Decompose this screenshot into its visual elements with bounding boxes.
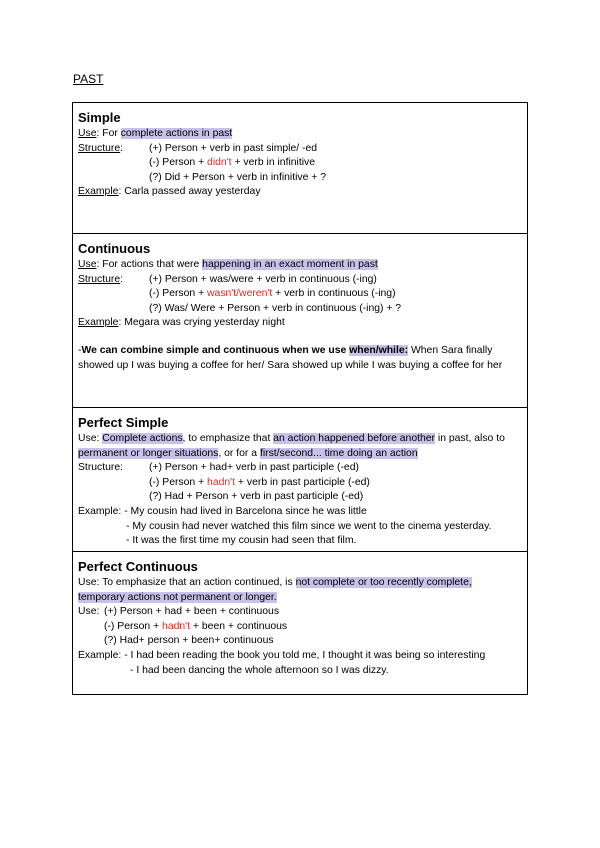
perfect-continuous-example-1 — [78, 649, 522, 664]
simple-example — [78, 185, 522, 200]
highlight: complete actions in past — [120, 128, 233, 139]
structure-question: (?) Had+ person + been+ continuous — [104, 635, 274, 647]
text: , or for a — [218, 447, 260, 459]
highlight: not complete or too recently complete, — [295, 577, 472, 588]
continuous-use — [78, 258, 522, 273]
simple-heading: Simple — [78, 110, 121, 125]
perfect-simple-heading: Perfect Simple — [78, 415, 169, 430]
red-text: hadn't — [207, 476, 236, 488]
perfect-simple-structure-3 — [78, 490, 522, 505]
example-text: - It was the first time my cousin had seen that film. — [126, 535, 357, 547]
text: (-) Person + — [149, 157, 208, 169]
red-text: didn't — [207, 157, 232, 169]
section-simple — [73, 103, 527, 234]
example-text: : Megara was crying yesterday night — [118, 317, 285, 329]
text: Use: — [78, 433, 103, 444]
perfect-continuous-structure-2 — [78, 620, 522, 635]
text: Use: To emphasize that an action continued, is — [78, 577, 296, 588]
use-text: : For actions that were — [96, 259, 203, 270]
perfect-simple-structure-1 — [78, 461, 522, 476]
example-label: Example — [78, 186, 119, 198]
text: (-) Person + — [149, 288, 208, 300]
section-perfect-continuous — [73, 552, 527, 694]
perfect-simple-use — [78, 432, 522, 461]
dash: - — [78, 344, 82, 356]
simple-structure-3 — [78, 171, 522, 186]
perfect-continuous-heading: Perfect Continuous — [78, 559, 198, 574]
structure-negative — [149, 287, 396, 302]
perfect-simple-example-1 — [78, 505, 522, 520]
text: (-) Person + — [104, 620, 163, 632]
example-text: : Carla passed away yesterday — [118, 186, 261, 198]
example-label: Example: — [78, 505, 125, 517]
colon: : — [120, 142, 124, 154]
perfect-continuous-use-2 — [78, 591, 522, 606]
text: (-) Person + — [149, 476, 208, 488]
structure-negative — [149, 156, 315, 171]
structure-positive: (+) Person + had+ verb in past participle (-ed) — [149, 462, 359, 474]
bold-text: We can combine simple and continuous when we use — [81, 344, 350, 356]
structure-question: (?) Did + Person + verb in infinitive + ? — [149, 171, 327, 183]
use-label: Use — [78, 259, 97, 270]
structure-label: Structure: — [78, 462, 124, 474]
highlight: first/second... time doing an action — [259, 447, 418, 459]
structure-label: Structure — [78, 142, 121, 154]
highlight: happening in an exact moment in past — [202, 259, 378, 270]
example-text: - I had been reading the book you told me, I thought it was being so interesting — [124, 649, 486, 661]
structure-label: Structure — [78, 273, 121, 285]
example-text: - I had been dancing the whole afternoon so I was dizzy. — [130, 664, 389, 676]
page-title: PAST — [73, 72, 104, 86]
example-label: Example: — [78, 649, 125, 661]
example-label: Example — [78, 317, 119, 329]
perfect-continuous-use-1 — [78, 576, 522, 591]
use-label: Use: — [78, 606, 100, 618]
structure-negative — [149, 476, 370, 491]
simple-structure-1 — [78, 142, 522, 157]
text: + verb in continuous (-ing) — [272, 288, 396, 300]
perfect-simple-example-2 — [78, 520, 522, 535]
continuous-heading: Continuous — [78, 241, 151, 256]
highlight: when/while: — [349, 344, 409, 356]
text: + been + continuous — [190, 620, 288, 632]
perfect-simple-structure-2 — [78, 476, 522, 491]
red-text: hadn't — [162, 620, 191, 632]
section-continuous — [73, 234, 527, 408]
structure-negative — [104, 620, 287, 635]
continuous-structure-1 — [78, 273, 522, 288]
example-text: - My cousin had lived in Barcelona since he was little — [124, 505, 367, 517]
use-label: Use — [78, 128, 97, 139]
continuous-structure-2 — [78, 287, 522, 302]
text: + verb in past participle (-ed) — [235, 476, 370, 488]
perfect-continuous-structure-1 — [78, 605, 522, 620]
structure-positive: (+) Person + was/were + verb in continuous (-ing) — [149, 273, 377, 285]
highlight: an action happened before another — [273, 433, 435, 444]
perfect-continuous-example-2 — [78, 664, 522, 679]
structure-question: (?) Had + Person + verb in past participle (-ed) — [149, 491, 364, 503]
text: , to emphasize that — [182, 433, 274, 444]
note-text: When Sara finally showed up I was buying a coffee for her/ Sara showed up while I was buying a coffee for her — [78, 344, 503, 371]
simple-use — [78, 127, 522, 142]
use-text: : For — [96, 128, 121, 139]
structure-question: (?) Was/ Were + Person + verb in continuous (-ing) + ? — [149, 302, 402, 314]
highlight: permanent or longer situations — [78, 447, 219, 459]
example-text: - My cousin had never watched this film since we went to the cinema yesterday. — [126, 520, 492, 532]
structure-positive: (+) Person + verb in past simple/ -ed — [149, 142, 318, 154]
simple-structure-2 — [78, 156, 522, 171]
continuous-structure-3 — [78, 302, 522, 317]
tenses-table — [72, 102, 528, 695]
perfect-simple-example-3 — [78, 534, 522, 549]
section-perfect-simple — [73, 408, 527, 552]
colon: : — [120, 273, 124, 285]
continuous-example — [78, 316, 522, 331]
continuous-note — [78, 344, 522, 373]
highlight: temporary actions not permanent or longer. — [78, 591, 277, 603]
structure-positive: (+) Person + had + been + continuous — [104, 606, 280, 618]
perfect-continuous-structure-3 — [78, 634, 522, 649]
highlight: Complete actions — [102, 433, 183, 444]
text: + verb in infinitive — [231, 157, 316, 169]
text: in past, also to — [435, 433, 505, 444]
red-text: wasn't/weren't — [207, 288, 273, 300]
